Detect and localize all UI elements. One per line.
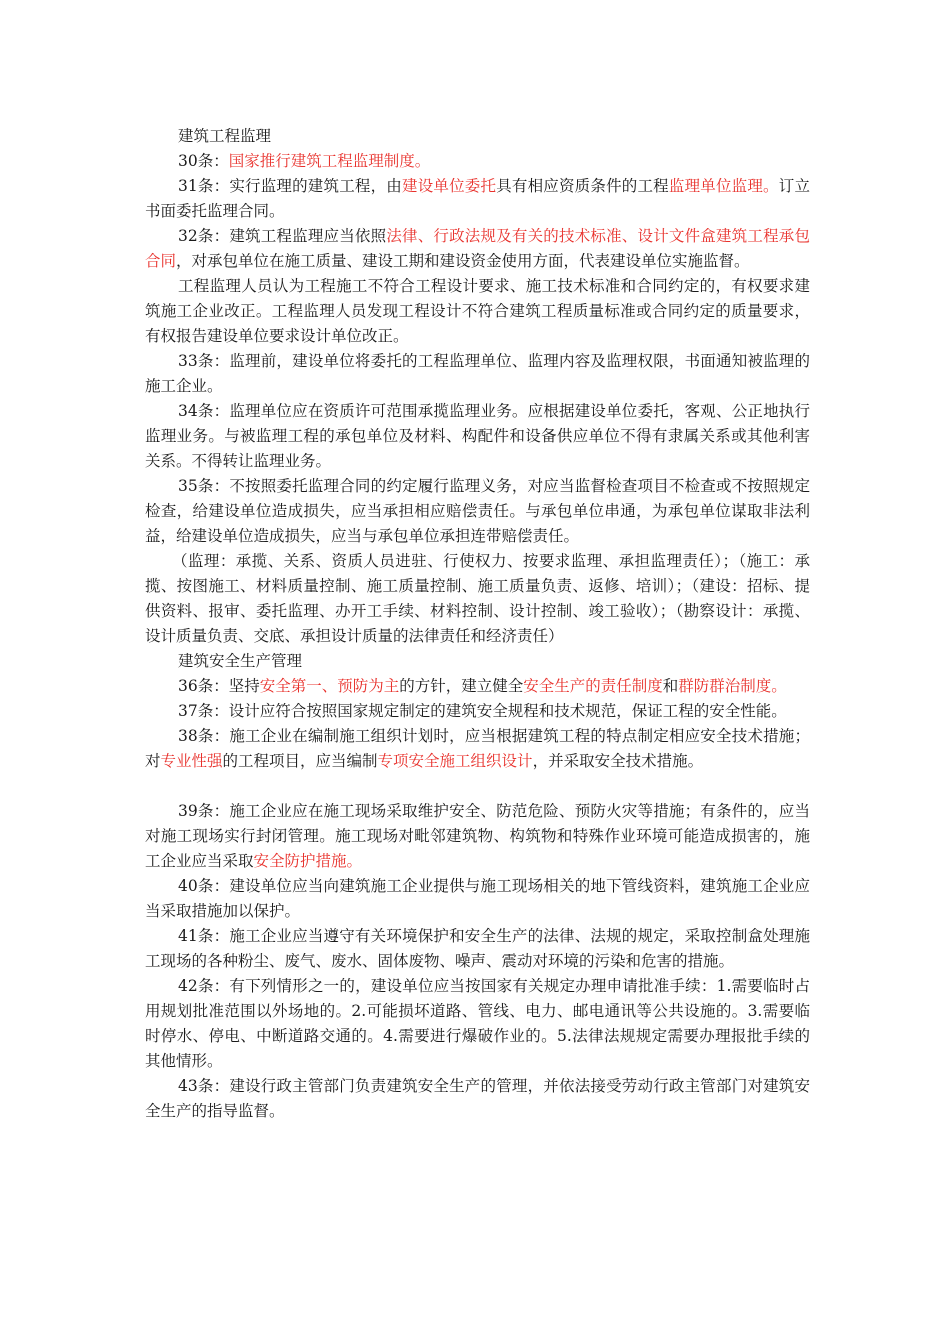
highlighted-text: 法律、行政法规及有关的技术标准、设计文件盒建筑工程承包合同 [145,227,810,270]
text-run: 35条：不按照委托监理合同的约定履行监理义务，对应当监督检查项目不检查或不按照规定检查，给建设单位造成损失，应当承担相应赔偿责任。与承包单位串通，为承包单位谋取非法利益，给建设单位造成损失，应当与承包单位承担连带赔偿责任。 [145,477,810,545]
highlighted-text: 群防群治制度。 [678,677,787,695]
paragraph-art-31 [145,174,810,224]
text-run: 36条：坚持 [178,677,260,695]
text-run: 和 [662,677,679,695]
paragraph-art-34 [145,399,810,474]
highlighted-text: 安全第一、预防为主 [259,677,400,695]
text-run: 38条：施工企业在编制施工组织计划时，应当根据建筑工程的特点制定相应安全技术措施；对 [145,727,810,770]
paragraph-spacer [145,774,810,799]
text-run: 33条：监理前，建设单位将委托的工程监理单位、监理内容及监理权限，书面通知被监理的施工企业。 [145,352,810,395]
text-run: 30条： [178,152,229,170]
paragraph-art-32-cont [145,274,810,349]
text-run: 34条：监理单位应在资质许可范围承揽监理业务。应根据建设单位委托，客观、公正地执行监理业务。与被监理工程的承包单位及材料、构配件和设备供应单位不得有隶属关系或其他利害关系。不得转让监理业务。 [145,402,810,470]
paragraph-art-36 [145,674,810,699]
text-run: 工程监理人员认为工程施工不符合工程设计要求、施工技术标准和合同约定的，有权要求建筑施工企业改正。工程监理人员发现工程设计不符合建筑工程质量标准或合同约定的质量要求，有权报告建设单位要求设计单位改正。 [145,277,810,345]
highlighted-text: 监理单位监理。 [668,177,779,195]
highlighted-text: 专业性强 [160,752,223,770]
paragraph-art-35 [145,474,810,549]
text-run: 42条：有下列情形之一的，建设单位应当按国家有关规定办理申请批准手续：1.需要临时占用规划批准范围以外场地的。2.可能损坏道路、管线、电力、邮电通讯等公共设施的。3.需要临时停水、停电、中断道路交通的。4.需要进行爆破作业的。5.法律法规规定需要办理报批手续的其他情形。 [145,977,810,1070]
paragraph-art-33 [145,349,810,399]
paragraph-art-39 [145,799,810,874]
text-run: 37条：设计应符合按照国家规定制定的建筑安全规程和技术规范，保证工程的安全性能。 [178,702,787,720]
highlighted-text: 安全生产的责任制度 [523,677,663,695]
text-run: 43条：建设行政主管部门负责建筑安全生产的管理，并依法接受劳动行政主管部门对建筑安全生产的指导监督。 [145,1077,810,1120]
paragraph-heading-supervision [145,124,810,149]
text-run: （监理：承揽、关系、资质人员进驻、行使权力、按要求监理、承担监理责任）；（施工：承揽、按图施工、材料质量控制、施工质量控制、施工质量负责、返修、培训）；（建设：招标、提供资料、报审、委托监理、办开工手续、材料控制、设计控制、竣工验收）；（勘察设计：承揽、设计质量负责、交底、承担设计质量的法律责任和经济责任） [145,552,810,645]
text-run: 39条：施工企业应在施工现场采取维护安全、防范危险、预防火灾等措施；有条件的，应当对施工现场实行封闭管理。施工现场对毗邻建筑物、构筑物和特殊作业环境可能造成损害的，施工企业应当采取 [145,802,810,870]
text-run: 建筑工程监理 [178,127,272,145]
paragraph-art-38 [145,724,810,774]
text-run: 具有相应资质条件的工程 [496,177,669,195]
text-run: 32条：建筑工程监理应当依照 [178,227,387,245]
highlighted-text: 国家推行建筑工程监理制度。 [228,152,431,170]
text-run: ，对承包单位在施工质量、建设工期和建设资金使用方面，代表建设单位实施监督。 [176,252,750,270]
text-run: 建筑安全生产管理 [178,652,303,670]
text-run: 41条：施工企业应当遵守有关环境保护和安全生产的法律、法规的规定，采取控制盒处理施工现场的各种粉尘、废气、废水、固体废物、噪声、震动对环境的污染和危害的措施。 [145,927,810,970]
paragraph-art-43 [145,1074,810,1124]
highlighted-text: 建设单位委托 [402,177,497,195]
paragraph-art-30 [145,149,810,174]
highlighted-text: 专项安全施工组织设计 [377,752,533,770]
paragraph-art-37 [145,699,810,724]
text-run: 的工程项目，应当编制 [222,752,378,770]
text-run: 订立书面委托监理合同。 [145,177,810,220]
text-run: 40条：建设单位应当向建筑施工企业提供与施工现场相关的地下管线资料，建筑施工企业应当采取措施加以保护。 [145,877,810,920]
paragraph-summary [145,549,810,649]
highlighted-text: 安全防护措施。 [253,852,363,870]
text-run: 31条：实行监理的建筑工程，由 [178,177,402,195]
paragraph-art-40 [145,874,810,924]
paragraph-art-42 [145,974,810,1074]
paragraph-art-32 [145,224,810,274]
text-run: ，并采取安全技术措施。 [532,752,704,770]
paragraph-heading-safety [145,649,810,674]
text-run: 的方针，建立健全 [399,677,524,695]
paragraph-art-41 [145,924,810,974]
